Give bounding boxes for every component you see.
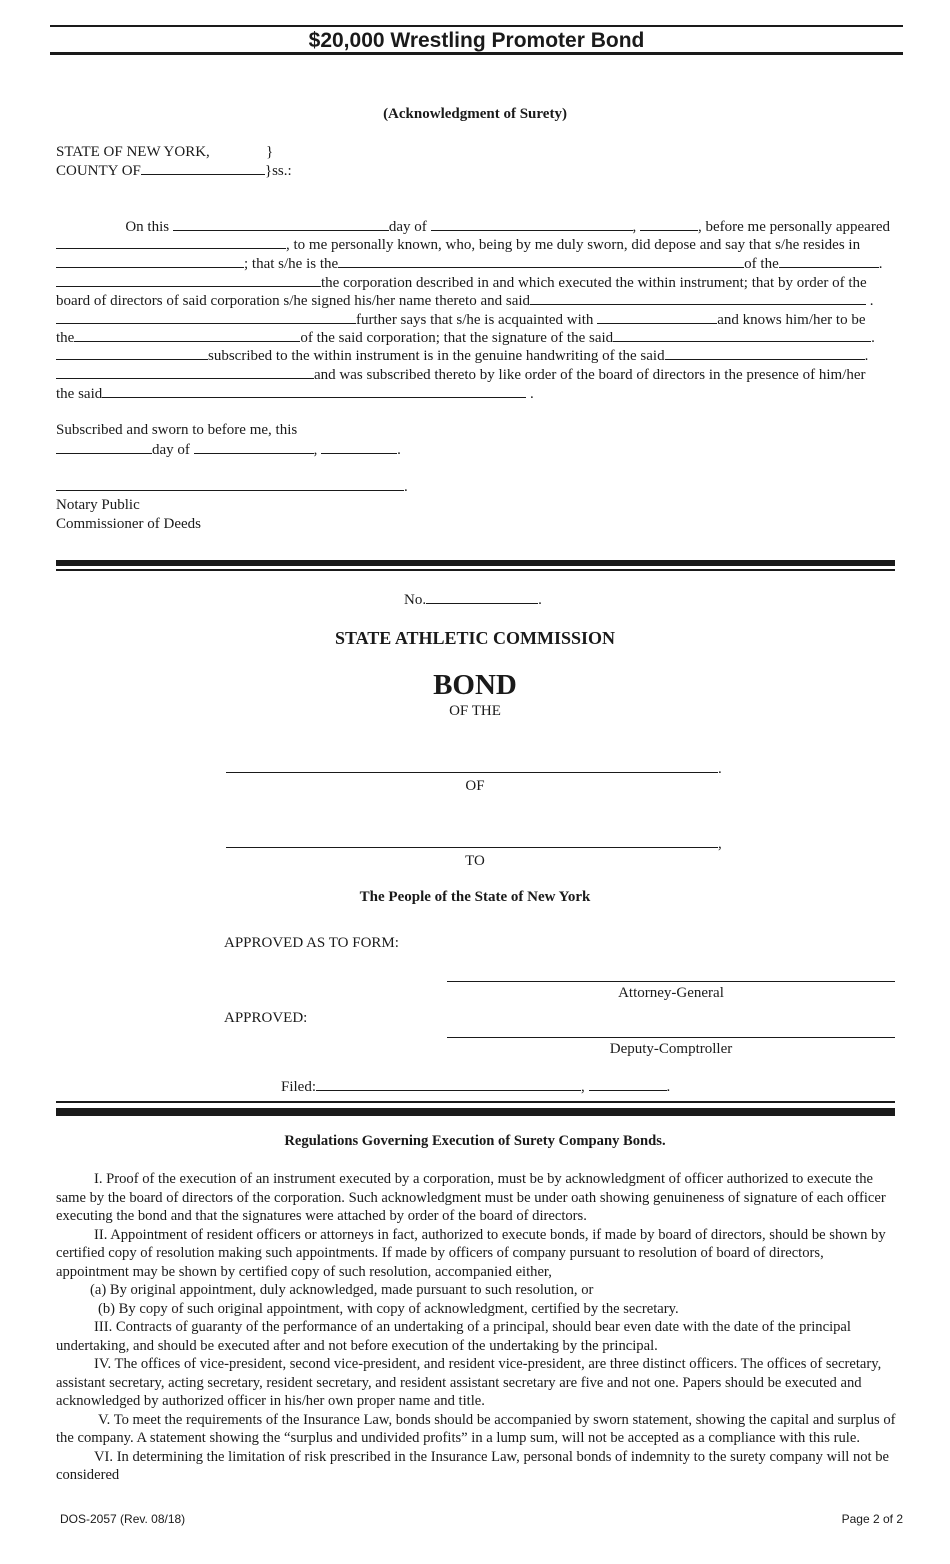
period: . bbox=[530, 386, 534, 402]
day-field[interactable] bbox=[173, 217, 389, 231]
ack-line-2 bbox=[56, 235, 890, 254]
page-title: $20,000 Wrestling Promoter Bond bbox=[308, 29, 645, 52]
filed-line bbox=[281, 1077, 670, 1096]
locality-line bbox=[226, 834, 722, 853]
regulations-list bbox=[56, 1170, 896, 1485]
period: . bbox=[397, 442, 401, 458]
the-said-text: the said bbox=[56, 386, 103, 402]
regulation-item: II. Appointment of resident officers or attorneys in fact, authorized to execute bonds, if made by board of directors, should be shown by certified copy of resolution making such appointments. If made by officers of company pursuant to resolution of board of directors, appointment may be shown by certified copy of such resolution, accompanied either, bbox=[56, 1226, 886, 1280]
notary-public-label: Notary Public bbox=[56, 497, 140, 513]
witness-field[interactable] bbox=[102, 384, 526, 398]
of-the-text: of the bbox=[744, 256, 779, 272]
commissioner-label: Commissioner of Deeds bbox=[56, 516, 201, 532]
company-field[interactable] bbox=[779, 254, 879, 268]
regulations-title: Regulations Governing Execution of Surety Company Bonds. bbox=[284, 1133, 666, 1149]
jurat-date-line bbox=[56, 440, 401, 459]
regulation-item: (b) By copy of such original appointment, with copy of acknowledgment, certified by the secretary. bbox=[98, 1300, 679, 1317]
section-divider-bottom bbox=[56, 569, 895, 571]
subscribed-text: subscribed to the within instrument is in the genuine handwriting of the said bbox=[208, 348, 665, 364]
like-order-text: and was subscribed thereto by like order of the board of directors in the presence of him/her bbox=[314, 367, 866, 383]
period: . bbox=[878, 256, 883, 272]
ack-line-9 bbox=[56, 365, 890, 384]
venue-ss: }ss.: bbox=[264, 163, 292, 179]
ack-line-1 bbox=[56, 217, 890, 236]
appearer-name-field[interactable] bbox=[56, 235, 286, 249]
of-said-text: of the said corporation; that the signature of the said bbox=[300, 330, 614, 346]
jurat-sworn: Subscribed and sworn to before me, this bbox=[56, 422, 298, 438]
regulation-item: I. Proof of the execution of an instrument executed by a corporation, must be by acknowledgment of officer authorized to execute the same by the board of directors of the corporation. Such acknowledgment must be under oath showing genuineness of signature of each officer executing the bond and that the signatures were attached by order of the board of directors. bbox=[56, 1171, 886, 1224]
comma: , bbox=[581, 1079, 585, 1095]
county-field[interactable] bbox=[141, 161, 265, 175]
venue-state: STATE OF NEW YORK, bbox=[56, 144, 210, 160]
month-field[interactable] bbox=[431, 217, 633, 231]
ack-line-5 bbox=[56, 291, 890, 310]
corporation-field[interactable] bbox=[56, 273, 321, 287]
jurat-year-field[interactable] bbox=[321, 440, 397, 454]
attorney-signature-line[interactable] bbox=[447, 981, 895, 982]
the-text: the bbox=[56, 330, 75, 346]
principal-line bbox=[226, 759, 722, 778]
no-label: No. bbox=[404, 592, 427, 608]
section-divider-top bbox=[56, 560, 895, 566]
officer-name-field[interactable] bbox=[613, 328, 871, 342]
form-id: DOS-2057 (Rev. 08/18) bbox=[60, 1512, 186, 1526]
period: . bbox=[869, 293, 874, 309]
corporation-text: the corporation described in and which executed the within instrument; that by order of the bbox=[321, 275, 867, 291]
regulation-item: VI. In determining the limitation of risk prescribed in the Insurance Law, personal bonds of indemnity to the surety company will not be considered bbox=[56, 1448, 890, 1483]
signer-name-field[interactable] bbox=[56, 365, 314, 379]
knows-text: and knows him/her to be bbox=[717, 312, 866, 328]
appeared-text: , before me personally appeared bbox=[698, 219, 890, 235]
title-field[interactable] bbox=[338, 254, 744, 268]
bond-number-line bbox=[404, 590, 542, 609]
ack-line-6 bbox=[56, 310, 890, 329]
comma: , bbox=[718, 836, 722, 852]
venue-county bbox=[56, 161, 292, 180]
header-top-rule bbox=[50, 25, 903, 27]
of-the-label: OF THE bbox=[449, 703, 501, 719]
acquainted-field[interactable] bbox=[597, 310, 717, 324]
to-label: TO bbox=[465, 853, 485, 869]
notary-signature-field[interactable] bbox=[56, 477, 404, 491]
venue-brace: } bbox=[266, 144, 274, 160]
ack-line-8 bbox=[56, 346, 890, 365]
ack-line-4 bbox=[56, 273, 890, 292]
bond-number-field[interactable] bbox=[426, 590, 538, 604]
regulation-item: V. To meet the requirements of the Insurance Law, bonds should be accompanied by sworn statement, showing the capital and surplus of the company. A statement showing the “surplus and undivided profits” in a lump sum, will not be accepted as a compliance with this rule. bbox=[56, 1411, 896, 1446]
comptroller-label: Deputy-Comptroller bbox=[609, 1041, 733, 1057]
comptroller-signature-line[interactable] bbox=[447, 1037, 895, 1038]
ack-line-10 bbox=[56, 384, 890, 403]
jurat-day-field[interactable] bbox=[56, 440, 152, 454]
officer-title-field[interactable] bbox=[74, 328, 300, 342]
notary-signature-line bbox=[56, 477, 408, 496]
deponent-field[interactable] bbox=[56, 310, 356, 324]
of-label: OF bbox=[465, 778, 485, 794]
signer-field[interactable] bbox=[56, 346, 208, 360]
period: . bbox=[871, 330, 875, 346]
known-text: , to me personally known, who, being by me duly sworn, did depose and say that s/he resides in bbox=[286, 237, 861, 253]
acknowledgment-heading: (Acknowledgment of Surety) bbox=[383, 106, 567, 122]
people-label: The People of the State of New York bbox=[359, 889, 591, 905]
filed-date-field[interactable] bbox=[316, 1077, 581, 1091]
on-this-text: On this bbox=[125, 219, 170, 235]
county-label: COUNTY OF bbox=[56, 163, 141, 179]
comma: , bbox=[313, 442, 318, 458]
filed-label: Filed: bbox=[281, 1079, 317, 1095]
regulation-item: IV. The offices of vice-president, second vice-president, and resident vice-president, are three distinct officers. The offices of secretary, assistant secretary, acting secretary, resident secretary, and resident assistant secretary are five and not one. Papers should be executed and acknowledged by authorized officer in his/her own proper name and title. bbox=[56, 1356, 882, 1409]
regulations-divider-top bbox=[56, 1101, 895, 1103]
attorney-label: Attorney-General bbox=[618, 985, 724, 1001]
period: . bbox=[718, 761, 722, 777]
locality-field[interactable] bbox=[226, 834, 718, 848]
jurat-day-of: day of bbox=[152, 442, 190, 458]
period: . bbox=[538, 592, 542, 608]
header-bottom-rule bbox=[50, 52, 903, 55]
ack-line-3 bbox=[56, 254, 890, 273]
handwriting-field[interactable] bbox=[665, 346, 865, 360]
day-of-text: day of bbox=[388, 219, 427, 235]
that-is-text: ; that s/he is the bbox=[244, 256, 339, 272]
regulations-divider-bottom bbox=[56, 1108, 895, 1116]
commission-title: STATE ATHLETIC COMMISSION bbox=[334, 628, 616, 648]
year-field[interactable] bbox=[640, 217, 698, 231]
ack-line-7 bbox=[56, 328, 890, 347]
jurat-month-field[interactable] bbox=[194, 440, 314, 454]
period: . bbox=[404, 479, 408, 495]
regulation-item: (a) By original appointment, duly acknowledged, made pursuant to such resolution, or bbox=[90, 1282, 594, 1298]
approved-label: APPROVED: bbox=[224, 1010, 308, 1026]
period: . bbox=[864, 348, 869, 364]
further-text: further says that s/he is acquainted with bbox=[356, 312, 594, 328]
comma: , bbox=[632, 219, 637, 235]
regulation-item: III. Contracts of guaranty of the performance of an undertaking of a principal, should bear even date with the date of the principal undertaking, and should be executed after and not before execution of the undertaking by the principal. bbox=[56, 1319, 851, 1354]
filed-year-field[interactable] bbox=[589, 1077, 667, 1091]
said-field[interactable] bbox=[530, 291, 866, 305]
page-number: Page 2 of 2 bbox=[841, 1512, 903, 1526]
bond-title: BOND bbox=[433, 669, 517, 701]
principal-field[interactable] bbox=[226, 759, 718, 773]
period: . bbox=[666, 1079, 671, 1095]
residence-field[interactable] bbox=[56, 254, 244, 268]
approved-form-label: APPROVED AS TO FORM: bbox=[224, 935, 399, 951]
board-text: board of directors of said corporation s/he signed his/her name thereto and said bbox=[56, 293, 531, 309]
